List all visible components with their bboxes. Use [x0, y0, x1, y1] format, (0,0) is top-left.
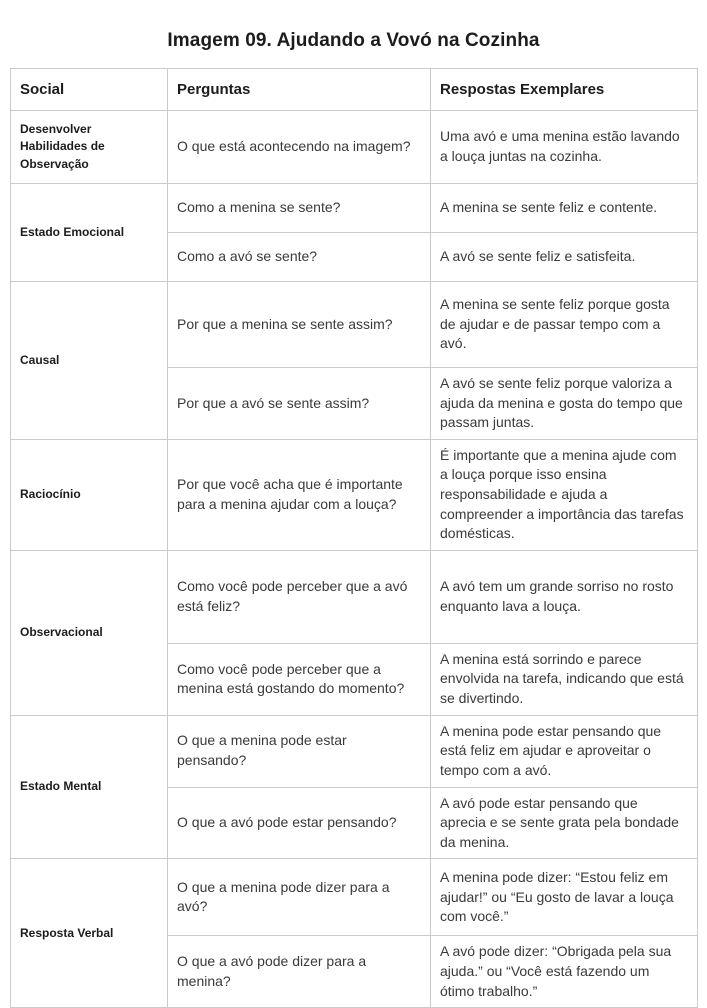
table-row [11, 715, 698, 787]
category-cell-observacao: Desenvolver Habilidades de Observação [11, 111, 168, 184]
answer-cell: A avó pode estar pensando que aprecia e se sente grata pela bondade da menina. [431, 787, 698, 859]
answer-cell: A avó tem um grande sorriso no rosto enquanto lava a louça. [431, 550, 698, 643]
answer-cell: A menina se sente feliz porque gosta de ajudar e de passar tempo com a avó. [431, 282, 698, 368]
question-cell: O que a avó pode dizer para a menina? [168, 936, 431, 1008]
question-cell: Por que a avó se sente assim? [168, 368, 431, 440]
answer-cell: A avó se sente feliz porque valoriza a ajuda da menina e gosta do tempo que passam juntas. [431, 368, 698, 440]
category-cell-estado-mental: Estado Mental [11, 715, 168, 859]
question-cell: Como você pode perceber que a avó está feliz? [168, 550, 431, 643]
column-header-perguntas: Perguntas [168, 69, 431, 111]
category-cell-estado-emocional: Estado Emocional [11, 184, 168, 282]
column-header-social: Social [11, 69, 168, 111]
answer-cell: A menina pode estar pensando que está feliz em ajudar e aproveitar o tempo com a avó. [431, 715, 698, 787]
question-cell: Por que a menina se sente assim? [168, 282, 431, 368]
question-cell: O que está acontecendo na imagem? [168, 111, 431, 184]
question-cell: O que a menina pode estar pensando? [168, 715, 431, 787]
answer-cell: A avó se sente feliz e satisfeita. [431, 233, 698, 282]
answer-cell: É importante que a menina ajude com a louça porque isso ensina responsabilidade e ajuda a compreender a importância das tarefas domésticas. [431, 439, 698, 550]
category-cell-raciocinio: Raciocínio [11, 439, 168, 550]
column-header-respostas: Respostas Exemplares [431, 69, 698, 111]
question-cell: Como você pode perceber que a menina está gostando do momento? [168, 643, 431, 715]
question-cell: Como a menina se sente? [168, 184, 431, 233]
answer-cell: Uma avó e uma menina estão lavando a louça juntas na cozinha. [431, 111, 698, 184]
category-cell-resposta-verbal: Resposta Verbal [11, 859, 168, 1008]
qa-table [10, 68, 698, 1008]
answer-cell: A menina pode dizer: “Estou feliz em ajudar!” ou “Eu gosto de lavar a louça com você.” [431, 859, 698, 936]
answer-cell: A menina está sorrindo e parece envolvida na tarefa, indicando que está se divertindo. [431, 643, 698, 715]
table-row [11, 111, 698, 184]
table-row [11, 439, 698, 550]
table-row [11, 184, 698, 233]
answer-cell: A avó pode dizer: “Obrigada pela sua ajuda.” ou “Você está fazendo um ótimo trabalho.” [431, 936, 698, 1008]
table-row [11, 859, 698, 936]
table-row [11, 550, 698, 643]
question-cell: Como a avó se sente? [168, 233, 431, 282]
table-header-row [11, 69, 698, 111]
page-title: Imagem 09. Ajudando a Vovó na Cozinha [167, 30, 540, 51]
question-cell: O que a menina pode dizer para a avó? [168, 859, 431, 936]
answer-cell: A menina se sente feliz e contente. [431, 184, 698, 233]
category-cell-observacional: Observacional [11, 550, 168, 715]
question-cell: O que a avó pode estar pensando? [168, 787, 431, 859]
table-row [11, 282, 698, 368]
question-cell: Por que você acha que é importante para a menina ajudar com a louça? [168, 439, 431, 550]
category-cell-causal: Causal [11, 282, 168, 440]
